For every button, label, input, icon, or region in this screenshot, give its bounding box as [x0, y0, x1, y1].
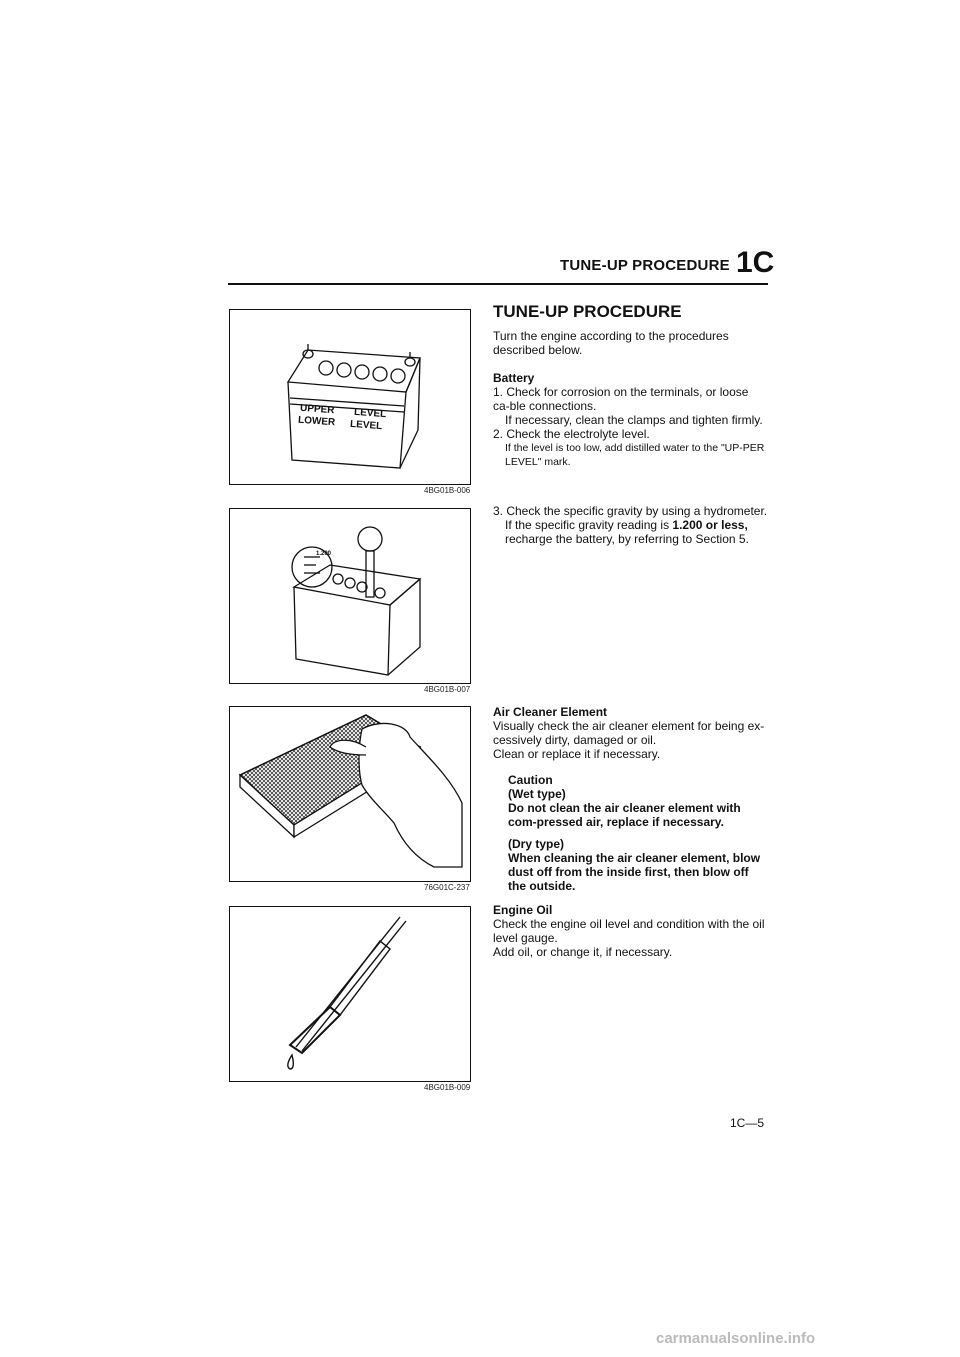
figure-battery-level	[229, 309, 471, 485]
engine-oil-body-2: Add oil, or change it, if necessary.	[493, 945, 673, 959]
step-3-note-text-end: recharge the battery, by referring to Section 5.	[505, 532, 749, 546]
watermark-footer: carmanualsonline.info	[656, 1330, 816, 1347]
level-label-lower: LEVEL	[349, 418, 383, 433]
engine-oil-section	[493, 903, 768, 959]
wet-type-label: (Wet type)	[508, 787, 566, 801]
air-cleaner-body-2: Clean or replace it if necessary.	[493, 747, 661, 761]
step-3-note-threshold: 1.200 or less,	[672, 518, 748, 532]
air-cleaner-heading: Air Cleaner Element	[493, 705, 608, 719]
level-label-upper: LEVEL	[353, 406, 387, 421]
caution-label: Caution	[508, 773, 553, 787]
battery-step-1: 1. Check for corrosion on the terminals, or loose ca-ble connections.	[493, 385, 749, 413]
battery-step-3-note	[493, 518, 768, 546]
air-cleaner-section	[493, 705, 768, 893]
battery-step-3: 3. Check the specific gravity by using a hydrometer.	[493, 504, 768, 518]
dipstick-illustration	[230, 907, 470, 1081]
lower-label: LOWER	[297, 414, 336, 429]
tune-up-section	[493, 302, 768, 469]
hydrometer-illustration	[230, 509, 470, 683]
section-code: 1C	[736, 246, 775, 279]
caution-block	[493, 773, 768, 893]
dry-type-text: When cleaning the air cleaner element, blow dust off from the inside first, then blow off the outside.	[508, 851, 761, 893]
battery-step-2: 2. Check the electrolyte level.	[493, 427, 650, 441]
figure-code: 4BG01B-009	[424, 1083, 471, 1092]
battery-step-1-note: If necessary, clean the clamps and tighten firmly.	[505, 413, 763, 427]
specific-gravity-section	[493, 504, 768, 546]
figure-hydrometer	[229, 508, 471, 684]
battery-illustration	[230, 310, 470, 484]
figure-oil-dipstick	[229, 906, 471, 1082]
step-3-note-text: If the specific gravity reading is	[505, 518, 673, 532]
intro-paragraph: Turn the engine according to the procedures described below.	[493, 329, 729, 357]
header-rule	[228, 283, 768, 285]
hydrometer-reading-label: 1.200	[316, 551, 332, 557]
engine-oil-heading: Engine Oil	[493, 903, 553, 917]
figure-code: 4BG01B-007	[424, 685, 471, 694]
battery-step-2-note: If the level is too low, add distilled water to the "UP-PER LEVEL" mark.	[505, 442, 765, 468]
engine-oil-body-1: Check the engine oil level and condition with the oil level gauge.	[493, 917, 765, 945]
air-cleaner-body-1: Visually check the air cleaner element for being ex-cessively dirty, damaged or oil.	[493, 719, 765, 747]
battery-heading: Battery	[493, 371, 535, 385]
figure-code: 76G01C-237	[424, 883, 470, 892]
figure-air-cleaner	[229, 706, 471, 882]
air-cleaner-illustration	[230, 707, 470, 881]
content-title: TUNE-UP PROCEDURE	[493, 302, 682, 321]
dry-type-label: (Dry type)	[508, 837, 565, 851]
upper-label: UPPER	[299, 402, 335, 417]
header-title: TUNE-UP PROCEDURE	[560, 257, 730, 274]
wet-type-text: Do not clean the air cleaner element with com-pressed air, replace if necessary.	[508, 801, 741, 829]
figure-code: 4BG01B-006	[424, 486, 471, 495]
page-number: 1C—5	[729, 1116, 764, 1130]
